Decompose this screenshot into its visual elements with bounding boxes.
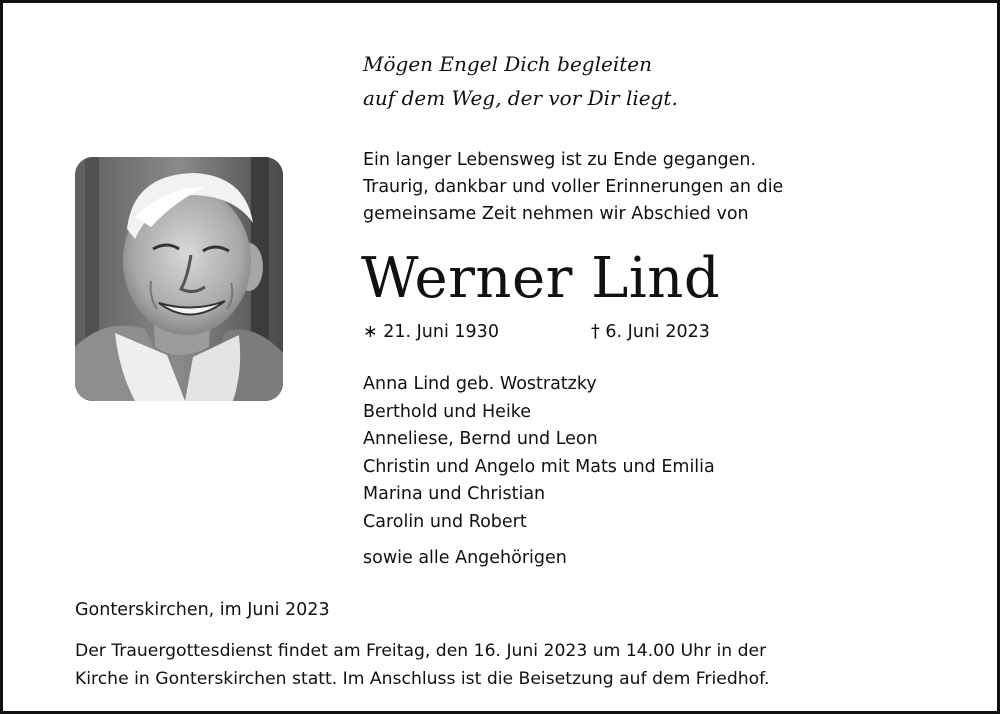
life-dates: [363, 319, 710, 345]
deceased-name: Werner Lind: [361, 246, 721, 311]
intro-text: [363, 147, 783, 228]
intro-line-3: gemeinsame Zeit nehmen wir Abschied von: [363, 204, 749, 224]
intro-line-1: Ein langer Lebensweg ist zu Ende gegangen.: [363, 150, 757, 170]
also-relatives: sowie alle Angehörigen: [363, 548, 567, 568]
mourner-line: Marina und Christian: [363, 484, 546, 505]
portrait-photo-graphic: [75, 157, 283, 401]
death-date-group: [591, 319, 710, 345]
motto-line-2: auf dem Weg, der vor Dir liegt.: [363, 86, 678, 110]
place-date: Gonterskirchen, im Juni 2023: [75, 600, 330, 620]
mourner-line: Carolin und Robert: [363, 511, 527, 532]
intro-line-2: Traurig, dankbar und voller Erinnerungen an die: [363, 177, 784, 197]
motto: [363, 47, 678, 115]
birth-date: 21. Juni 1930: [383, 322, 499, 342]
birth-star-icon: ∗: [363, 322, 378, 342]
mourner-line: Anneliese, Bernd und Leon: [363, 429, 598, 450]
service-info: [75, 637, 769, 693]
birth-date-group: [363, 322, 499, 342]
mourner-line: Berthold und Heike: [363, 401, 532, 422]
service-line-2: Kirche in Gonterskirchen statt. Im Anschluss ist die Beisetzung auf dem Friedhof.: [75, 669, 770, 689]
motto-line-1: Mögen Engel Dich begleiten: [363, 52, 652, 76]
death-date: 6. Juni 2023: [605, 322, 710, 342]
mourner-line: Anna Lind geb. Wostratzky: [363, 374, 597, 394]
death-cross-icon: †: [591, 322, 600, 342]
service-line-1: Der Trauergottesdienst findet am Freitag, den 16. Juni 2023 um 14.00 Uhr in der: [75, 641, 767, 661]
mourner-line: Christin und Angelo mit Mats und Emilia: [363, 456, 715, 477]
portrait-photo: [75, 157, 283, 401]
mourners-list: [363, 371, 715, 537]
